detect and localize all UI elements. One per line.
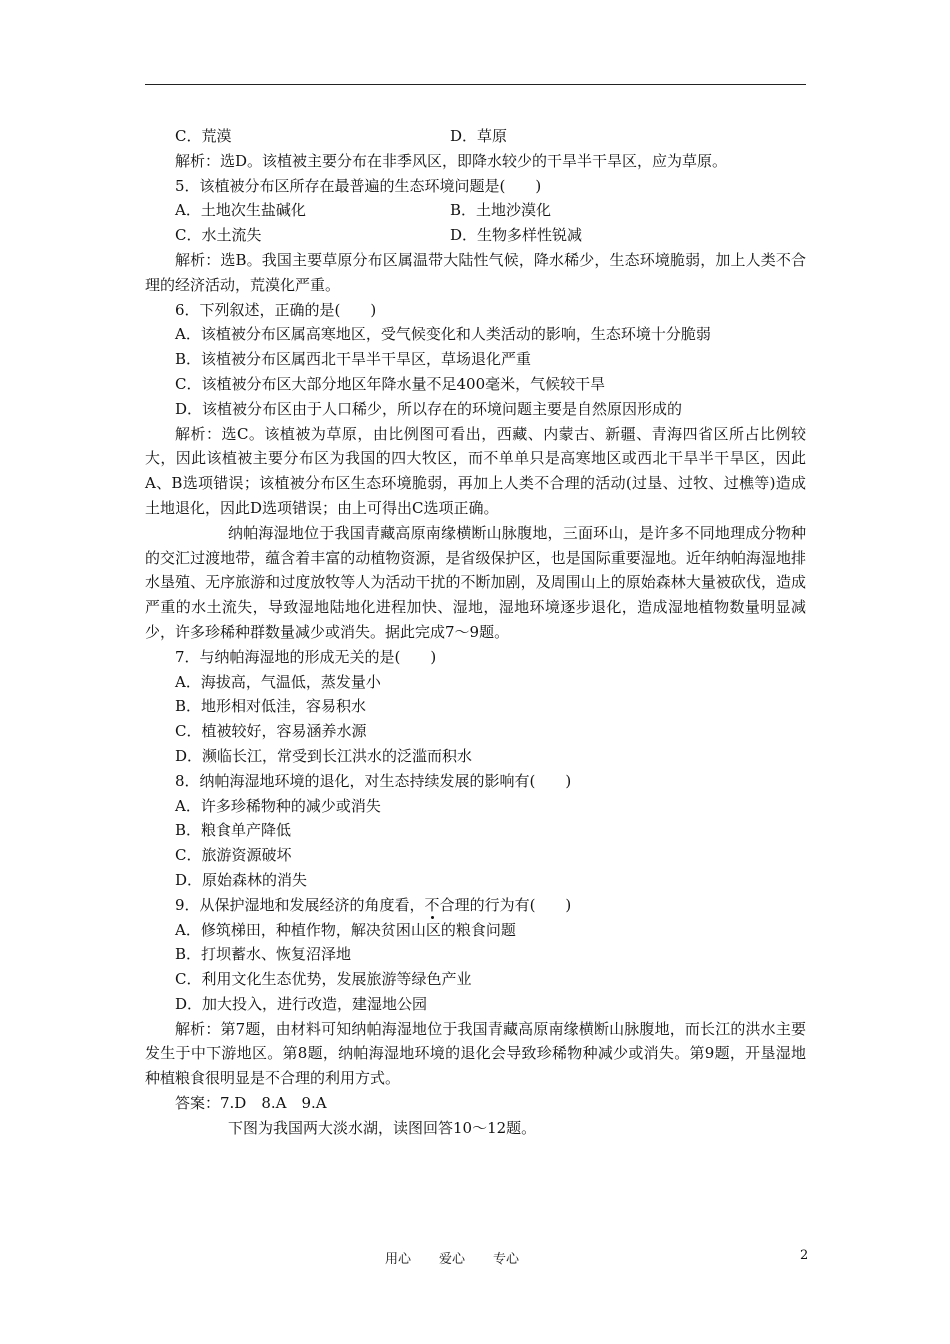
option-b: B．土地沙漠化	[450, 201, 552, 220]
analysis-q7-9: 解析：第7题，由材料可知纳帕海湿地位于我国青藏高原南缘横断山脉腹地，而长江的洪水主要发生于中下游地区。第8题，纳帕海湿地环境的退化会导致珍稀物种减少或消失。第9题，开垦湿地种植粮食很明显是不合理的利用方式。	[145, 1019, 806, 1088]
footer-word: 爱心	[439, 1252, 466, 1267]
emphasis-mark: 不	[424, 895, 440, 914]
option-c: C．旅游资源破坏	[175, 846, 292, 865]
option-a: A．该植被分布区属高寒地区，受气候变化和人类活动的影响，生态环境十分脆弱	[175, 325, 711, 344]
footer-word: 专心	[493, 1252, 520, 1267]
page-body	[145, 124, 806, 1141]
question-9-post: 合理的行为有( )	[439, 895, 572, 914]
option-a: A．修筑梯田，种植作物，解决贫困山区的粮食问题	[175, 920, 516, 939]
question-9-pre: 9．从保护湿地和发展经济的角度看，	[175, 895, 425, 914]
option-d: D．濒临长江，常受到长江洪水的泛滥而积水	[175, 746, 473, 765]
option-a: A．海拔高，气温低，蒸发量小	[175, 672, 381, 691]
analysis-q4: 解析：选D。该植被主要分布在非季风区，即降水较少的干旱半干旱区，应为草原。	[175, 151, 728, 170]
answer-key: 答案：7.D 8.A 9.A	[175, 1094, 327, 1113]
options-row	[145, 198, 806, 223]
option-c: C．利用文化生态优势，发展旅游等绿色产业	[175, 970, 472, 989]
option-c: C．植被较好，容易涵养水源	[175, 722, 367, 741]
question-6: 6．下列叙述，正确的是( )	[175, 300, 377, 319]
analysis-q6: 解析：选C。该植被为草原，由比例图可看出，西藏、内蒙古、新疆、青海四省区所占比例较大，因此该植被主要分布区为我国的四大牧区，而不单单只是高寒地区或西北干旱半干旱区，因此A、B选项错误；该植被分布区生态环境脆弱，再加上人类不合理的活动(过垦、过牧、过樵等)造成土地退化，因此D选项错误；由上可得出C选项正确。	[145, 424, 806, 517]
reading-material: 纳帕海湿地位于我国青藏高原南缘横断山脉腹地，三面环山，是许多不同地理成分物种的交汇过渡地带，蕴含着丰富的动植物资源，是省级保护区，也是国际重要湿地。近年纳帕海湿地排水垦殖、无序旅游和过度放牧等人为活动干扰的不断加剧，及周围山上的原始森林大量被砍伐，造成严重的水土流失，导致湿地陆地化进程加快、湿地，湿地环境逐步退化，造成湿地植物数量明显减少，许多珍稀种群数量减少或消失。据此完成7～9题。	[145, 523, 806, 641]
option-c: C．水土流失	[175, 226, 262, 245]
option-d: D．加大投入，进行改造，建湿地公园	[175, 994, 428, 1013]
option-d: D．该植被分布区由于人口稀少，所以存在的环境问题主要是自然原因形成的	[175, 399, 683, 418]
options-row	[145, 124, 806, 149]
figure-intro: 下图为我国两大淡水湖，读图回答10～12题。	[228, 1118, 537, 1137]
question-9	[145, 893, 806, 918]
option-a: A．土地次生盐碱化	[175, 201, 306, 220]
page-number: 2	[800, 1248, 809, 1263]
question-8: 8．纳帕海湿地环境的退化，对生态持续发展的影响有( )	[175, 771, 572, 790]
option-a: A．许多珍稀物种的减少或消失	[175, 796, 381, 815]
option-c: C．荒漠	[175, 127, 232, 145]
question-7: 7．与纳帕海湿地的形成无关的是( )	[175, 647, 437, 666]
option-b: B．该植被分布区属西北干旱半干旱区，草场退化严重	[175, 350, 532, 369]
analysis-q5: 解析：选B。我国主要草原分布区属温带大陆性气候，降水稀少，生态环境脆弱，加上人类不合理的经济活动，荒漠化严重。	[145, 250, 806, 294]
option-c: C．该植被分布区大部分地区年降水量不足400毫米，气候较干旱	[175, 374, 606, 393]
footer-motto	[385, 1248, 547, 1267]
footer-word: 用心	[385, 1252, 412, 1267]
header-rule	[145, 84, 806, 85]
option-b: B．地形相对低洼，容易积水	[175, 697, 367, 716]
option-d: D．草原	[450, 127, 508, 145]
options-row	[145, 223, 806, 248]
option-d: D．原始森林的消失	[175, 870, 308, 889]
option-d: D．生物多样性锐减	[450, 226, 583, 245]
question-5: 5．该植被分布区所存在最普遍的生态环境问题是( )	[175, 176, 542, 195]
option-b: B．打坝蓄水、恢复沼泽地	[175, 945, 352, 964]
option-b: B．粮食单产降低	[175, 821, 292, 840]
